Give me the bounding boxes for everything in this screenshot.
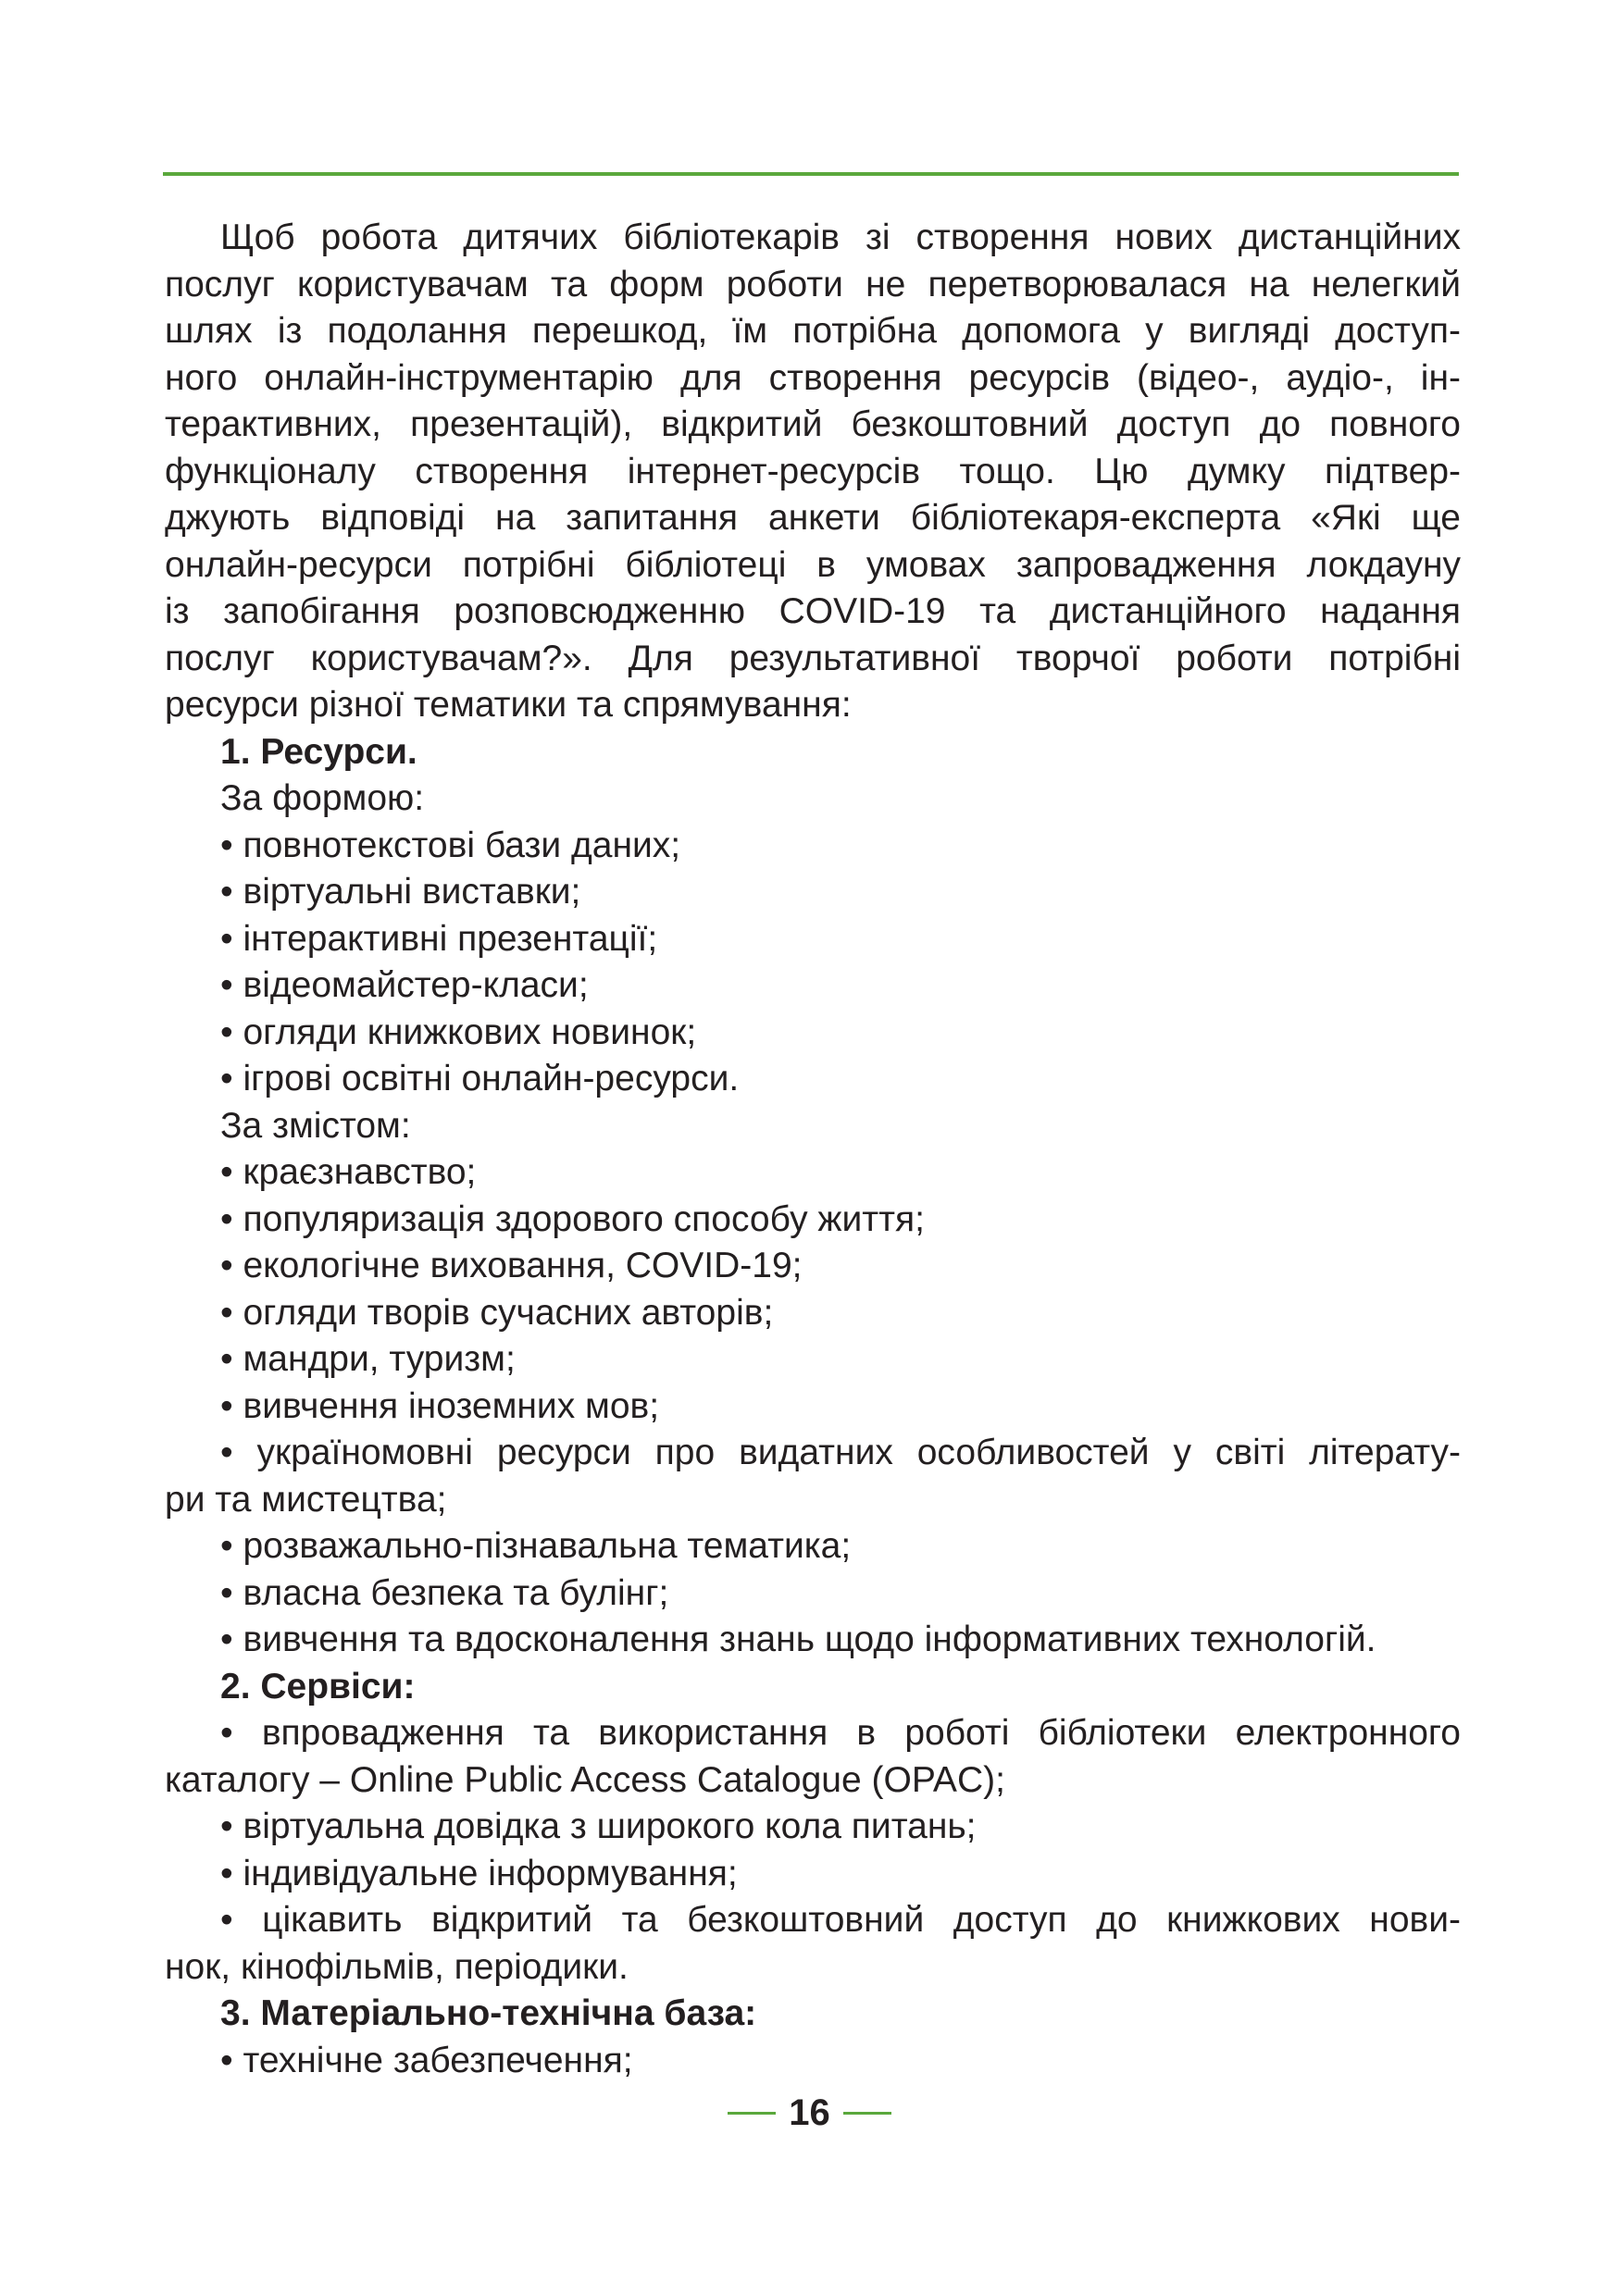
top-rule (163, 172, 1459, 176)
intro-line: джують відповіді на запитання анкети бібліотекаря-експерта «Які ще (165, 498, 1461, 538)
footer-dash-right (843, 2112, 891, 2115)
list-item-wrapped (165, 1897, 1461, 1991)
list-item-wrapped (165, 1430, 1461, 1523)
list-item: • відеомайстер-класи; (220, 965, 589, 1005)
list-item: • віртуальна довідка з широкого кола питань; (220, 1806, 977, 1846)
list-item: • огляди творів сучасних авторів; (220, 1292, 774, 1333)
by-form-label: За формою: (220, 778, 425, 818)
list-item: • повнотекстові бази даних; (220, 825, 681, 865)
list-item: • популяризація здорового способу життя; (220, 1198, 925, 1239)
intro-line: шлях із подолання перешкод, їм потрібна допомога у вигляді доступ- (165, 311, 1461, 351)
intro-line: терактивних, презентацій), відкритий безкоштовний доступ до повного (165, 404, 1461, 444)
intro-line: послуг користувачам та форм роботи не перетворювалася на нелегкий (165, 264, 1461, 304)
intro-line: функціоналу створення інтернет-ресурсів тощо. Цю думку підтвер- (165, 451, 1461, 491)
list-item: • вивчення іноземних мов; (220, 1385, 660, 1426)
page-footer (0, 2090, 1619, 2136)
intro-paragraph (165, 215, 1461, 729)
section-heading-resources: 1. Ресурси. (220, 731, 417, 772)
list-item-line: • україномовні ресурси про видатних особливостей у світі літерату- (220, 1433, 1461, 1472)
intro-line: із запобігання розповсюдженню COVID-19 та дистанційного надання (165, 591, 1461, 631)
intro-line: послуг користувачам?». Для результативної творчої роботи потрібні (165, 638, 1461, 678)
list-item: • вивчення та вдосконалення знань щодо інформативних технологій. (220, 1620, 1376, 1659)
list-item: • ігрові освітні онлайн-ресурси. (220, 1059, 740, 1098)
intro-line: ного онлайн-інструментарію для створення ресурсів (відео-, аудіо-, ін- (165, 357, 1461, 398)
list-item: • розважально-пізнавальна тематика; (220, 1526, 852, 1566)
list-item: • індивідуальне інформування; (220, 1853, 738, 1893)
list-item: • огляди книжкових новинок; (220, 1011, 697, 1052)
list-item: • технічне забезпечення; (220, 2040, 633, 2080)
list-item-line: нок, кінофільмів, періодики. (165, 1946, 629, 1987)
list-item: • інтерактивні презентації; (220, 918, 658, 959)
page-number: 16 (789, 2091, 830, 2133)
list-item: • краєзнавство; (220, 1152, 477, 1192)
footer-dash-left (728, 2112, 776, 2115)
intro-line: онлайн-ресурси потрібні бібліотеці в умовах запровадження локдауну (165, 544, 1461, 585)
list-item-line: • впровадження та використання в роботі бібліотеки електронного (220, 1713, 1461, 1753)
section-heading-material-base: 3. Матеріально-технічна база: (220, 1993, 757, 2033)
list-item-line: ри та мистецтва; (165, 1479, 447, 1520)
list-item: • віртуальні виставки; (220, 872, 581, 912)
list-item-line: • цікавить відкритий та безкоштовний доступ до книжкових нови- (220, 1900, 1461, 1940)
list-item: • екологічне виховання, COVID-19; (220, 1246, 803, 1285)
intro-line: ресурси різної тематики та спрямування: (165, 685, 852, 725)
section-heading-services: 2. Сервіси: (220, 1666, 416, 1706)
list-item-wrapped (165, 1710, 1461, 1804)
intro-line: Щоб робота дитячих бібліотекарів зі створення нових дистанційних (220, 217, 1461, 257)
list-item-line: каталогу – Online Public Access Catalogue (OPAC); (165, 1759, 1005, 1800)
by-content-label: За змістом: (220, 1105, 411, 1146)
page-content (165, 215, 1461, 2084)
list-item: • мандри, туризм; (220, 1339, 516, 1379)
list-item: • власна безпека та булінг; (220, 1572, 669, 1613)
